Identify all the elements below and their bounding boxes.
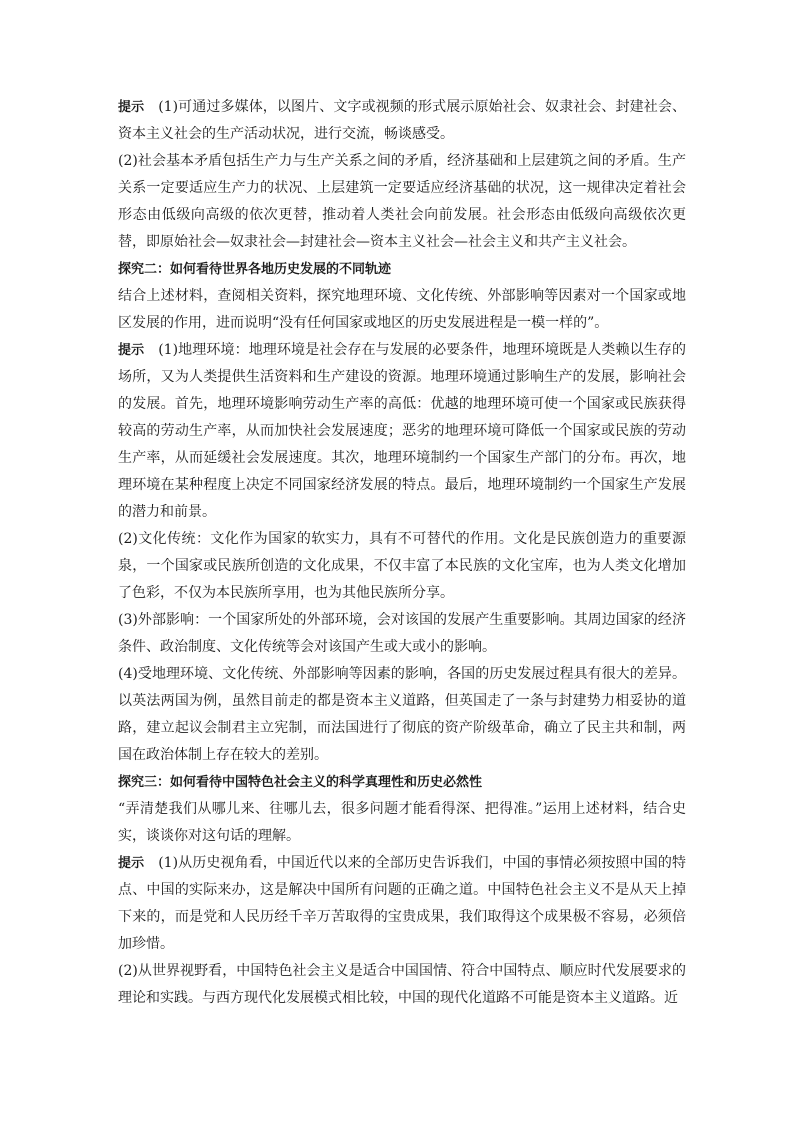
- answer-paragraph-external: (3)外部影响：一个国家所处的外部环境，会对该国的发展产生重要影响。其周边国家的经济条件、政治制度、文化传统等会对该国产生或大或小的影响。: [118, 612, 686, 655]
- question-paragraph: “弄清楚我们从哪儿来、往哪儿去，很多问题才能看得深、把得准。”运用上述材料，结合史实，谈谈你对这句话的理解。: [118, 801, 686, 844]
- hint-text: (1)地理环境：地理环境是社会存在与发展的必要条件，地理环境既是人类赖以生存的场所，又为人类提供生活资料和生产建设的资源。地理环境通过影响生产的发展，影响社会的发展。首先，地理环境影响劳动生产率的高低：优越的地理环境可使一个国家或民族获得较高的劳动生产率，从而加快社会发展速度；恶劣的地理环境可降低一个国家或民族的劳动生产率，从而延缓社会发展速度。其次，地理环境制约一个国家生产部门的分布。再次，地理环境在某种程度上决定不同国家经济发展的特点。最后，地理环境制约一个国家生产发展的潜力和前景。: [118, 342, 686, 520]
- section-heading-explore-2: 探究二：如何看待世界各地历史发展的不同轨迹: [118, 262, 392, 277]
- hint-paragraph-geography: [118, 337, 686, 526]
- answer-paragraph-world: (2)从世界视野看，中国特色社会主义是适合中国国情、符合中国特点、顺应时代发展要求的理论和实践。与西方现代化发展模式相比较，中国的现代化道路不可能是资本主义道路。近: [118, 963, 686, 1006]
- hint-text: (1)从历史视角看，中国近代以来的全部历史告诉我们，中国的事情必须按照中国的特点、中国的实际来办，这是解决中国所有问题的正确之道。中国特色社会主义不是从天上掉下来的，而是党和人民历经千辛万苦取得的宝贵成果，我们取得这个成果极不容易，必须倍加珍惜。: [118, 855, 686, 952]
- page-content: [118, 94, 686, 1012]
- hint-paragraph-history: [118, 850, 686, 958]
- question-paragraph: 结合上述材料，查阅相关资料，探究地理环境、文化传统、外部影响等因素对一个国家或地区发展的作用，进而说明“没有任何国家或地区的历史发展进程是一模一样的”。: [118, 288, 686, 331]
- answer-paragraph-comparison: (4)受地理环境、文化传统、外部影响等因素的影响，各国的历史发展过程具有很大的差异。以英法两国为例，虽然目前走的都是资本主义道路，但英国走了一条与封建势力相妥协的道路，建立起议会制君主立宪制，而法国进行了彻底的资产阶级革命，确立了民主共和制，两国在政治体制上存在较大的差别。: [118, 666, 686, 763]
- hint-label: 提示: [118, 856, 145, 871]
- hint-text: (1)可通过多媒体，以图片、文字或视频的形式展示原始社会、奴隶社会、封建社会、资本主义社会的生产活动状况，进行交流，畅谈感受。: [118, 99, 686, 142]
- answer-paragraph-culture: (2)文化传统：文化作为国家的软实力，具有不可替代的作用。文化是民族创造力的重要源泉，一个国家或民族所创造的文化成果，不仅丰富了本民族的文化宝库，也为人类文化增加了色彩，不仅为本民族所享用，也为其他民族所分享。: [118, 531, 686, 601]
- hint-label: 提示: [118, 343, 145, 358]
- hint-label: 提示: [118, 100, 145, 115]
- hint-paragraph-1: [118, 94, 686, 148]
- section-heading-explore-3: 探究三：如何看待中国特色社会主义的科学真理性和历史必然性: [118, 775, 483, 790]
- answer-paragraph-2: (2)社会基本矛盾包括生产力与生产关系之间的矛盾，经济基础和上层建筑之间的矛盾。生产关系一定要适应生产力的状况、上层建筑一定要适应经济基础的状况，这一规律决定着社会形态由低级向高级的依次更替，推动着人类社会向前发展。社会形态由低级向高级依次更替，即原始社会—奴隶社会—封建社会—资本主义社会—社会主义和共产主义社会。: [118, 153, 686, 250]
